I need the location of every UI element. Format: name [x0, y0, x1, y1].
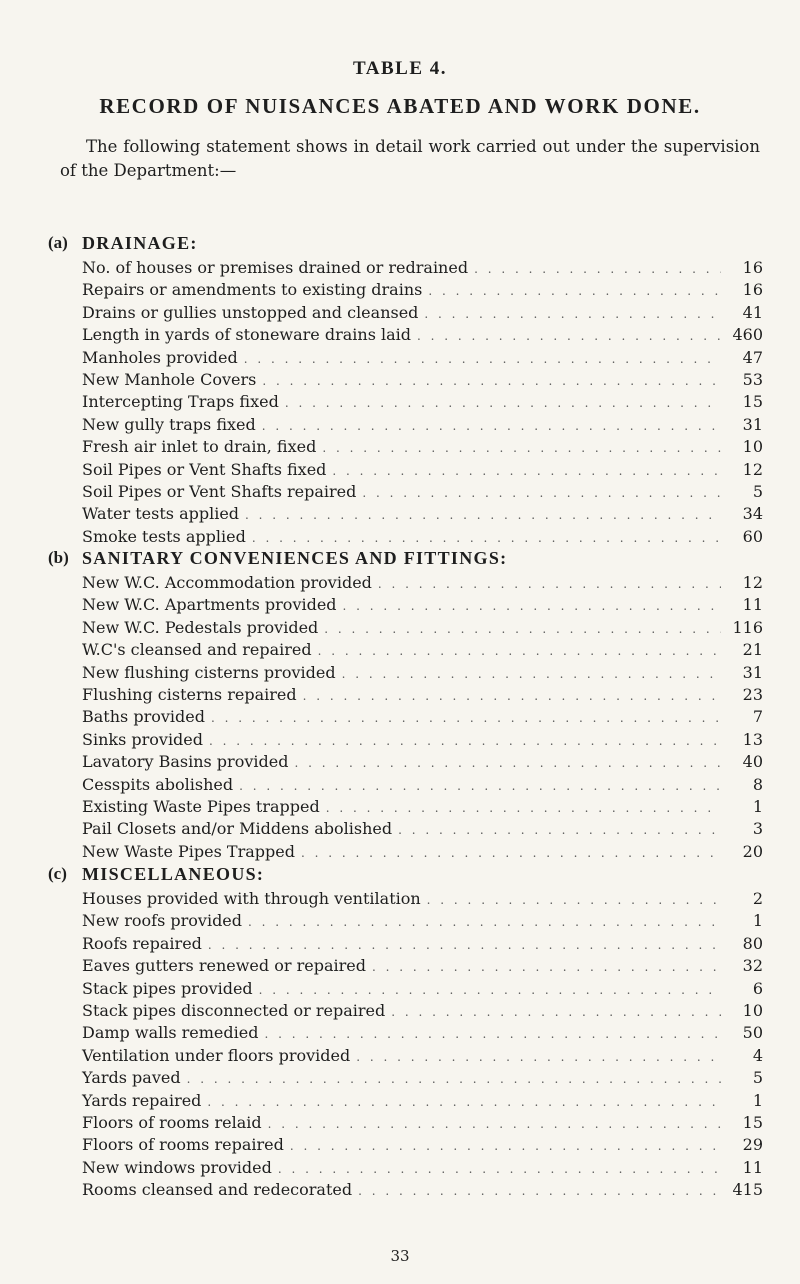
- row-label: Baths provided: [82, 707, 205, 727]
- row-label: Houses provided with through ventilation: [82, 889, 421, 908]
- row-value: 31: [742, 662, 763, 682]
- section-title: MISCELLANEOUS:: [82, 863, 265, 884]
- row-label: New Manhole Covers: [82, 369, 257, 389]
- row-label: New roofs provided: [82, 911, 243, 931]
- section-drainage: [48, 228, 763, 549]
- dot-leader: [417, 329, 721, 343]
- row-value: 29: [742, 1135, 763, 1155]
- dot-leader: [322, 441, 721, 455]
- row-label: Sinks provided: [82, 729, 204, 749]
- row-value: 13: [742, 729, 763, 749]
- table-row: [82, 797, 763, 819]
- page-number: 33: [390, 1247, 410, 1265]
- row-label: Existing Waste Pipes trapped: [82, 796, 320, 816]
- row-label: Length in yards of stoneware drains laid: [82, 325, 412, 345]
- dot-leader: [187, 1072, 721, 1086]
- row-label: Soil Pipes or Vent Shafts repaired: [82, 481, 357, 501]
- section-miscellaneous: [48, 859, 763, 1202]
- row-label: Soil Pipes or Vent Shafts fixed: [82, 459, 327, 479]
- table-row: [82, 911, 763, 933]
- row-value: 1: [752, 796, 763, 816]
- dot-leader: [332, 464, 721, 478]
- row-label: Intercepting Traps fixed: [82, 392, 279, 412]
- table-row: [82, 1158, 763, 1180]
- table-row: [82, 370, 763, 392]
- section-heading: [48, 543, 763, 573]
- table-row: [82, 1046, 763, 1068]
- row-label: New W.C. Accommodation provided: [82, 573, 372, 592]
- row-label: Stack pipes disconnected or repaired: [82, 1000, 386, 1020]
- table-row: [82, 956, 763, 978]
- dot-leader: [244, 352, 721, 366]
- table-row: [82, 1068, 763, 1090]
- table-row: [82, 460, 763, 482]
- table-row: [82, 595, 763, 617]
- row-label: Drains or gullies unstopped and cleansed: [82, 302, 419, 322]
- row-value: 7: [752, 707, 763, 727]
- table-row: [82, 504, 763, 526]
- row-value: 1: [752, 1090, 763, 1110]
- table-row: [82, 1135, 763, 1157]
- dot-leader: [262, 419, 721, 433]
- dot-leader: [208, 938, 721, 952]
- row-label: Flushing cisterns repaired: [82, 684, 297, 704]
- row-value: 11: [742, 1157, 763, 1177]
- dot-leader: [398, 823, 721, 837]
- row-label: Lavatory Basins provided: [82, 752, 289, 772]
- dot-leader: [424, 307, 721, 321]
- row-value: 41: [742, 302, 763, 322]
- table-row: [82, 437, 763, 459]
- dot-leader: [285, 396, 721, 410]
- dot-leader: [239, 779, 721, 793]
- row-label: Yards repaired: [82, 1090, 202, 1110]
- table-row: [82, 482, 763, 504]
- row-value: 80: [742, 933, 763, 953]
- row-value: 20: [742, 841, 763, 861]
- dot-leader: [248, 915, 721, 929]
- dot-leader: [358, 1184, 721, 1198]
- row-value: 6: [752, 978, 763, 998]
- table-row: [82, 1023, 763, 1045]
- table-row: [82, 1001, 763, 1023]
- intro-text: The following statement shows in detail work carried out under the supervision of the Department:—: [60, 137, 760, 180]
- table-row: [82, 707, 763, 729]
- dot-leader: [278, 1162, 721, 1176]
- row-value: 15: [742, 392, 763, 412]
- dot-leader: [303, 689, 721, 703]
- table-row: [82, 415, 763, 437]
- table-row: [82, 775, 763, 797]
- section-letter: (b): [48, 548, 69, 567]
- dot-leader: [211, 711, 721, 725]
- table-row: [82, 258, 763, 280]
- row-label: Stack pipes provided: [82, 978, 253, 998]
- row-value: 16: [742, 258, 763, 277]
- section-title: DRAINAGE:: [82, 232, 198, 253]
- section-rows: [82, 258, 763, 549]
- row-label: Manholes provided: [82, 347, 238, 367]
- dot-leader: [372, 960, 721, 974]
- dot-leader: [474, 262, 721, 276]
- row-value: 23: [742, 684, 763, 704]
- table-row: [82, 934, 763, 956]
- row-value: 5: [752, 481, 763, 501]
- dot-leader: [209, 734, 721, 748]
- row-value: 34: [742, 504, 763, 524]
- row-value: 32: [742, 956, 763, 976]
- row-value: 460: [732, 325, 763, 345]
- row-value: 10: [742, 437, 763, 457]
- section-heading: [48, 228, 763, 258]
- row-label: Rooms cleansed and redecorated: [82, 1180, 353, 1200]
- table-row: [82, 663, 763, 685]
- row-label: Eaves gutters renewed or repaired: [82, 956, 366, 976]
- row-value: 47: [742, 347, 763, 367]
- row-label: New windows provided: [82, 1157, 272, 1177]
- row-value: 16: [742, 280, 763, 300]
- section-title: SANITARY CONVENIENCES AND FITTINGS:: [82, 547, 508, 568]
- row-label: Yards paved: [82, 1068, 181, 1088]
- row-value: 50: [742, 1023, 763, 1043]
- section-rows: [82, 573, 763, 864]
- dot-leader: [326, 801, 721, 815]
- table-row: [82, 640, 763, 662]
- row-label: New Waste Pipes Trapped: [82, 841, 295, 861]
- dot-leader: [428, 284, 721, 298]
- row-value: 31: [742, 414, 763, 434]
- table-label: TABLE 4.: [352, 58, 447, 79]
- row-label: Fresh air inlet to drain, fixed: [82, 437, 317, 457]
- row-label: New W.C. Apartments provided: [82, 595, 337, 615]
- table-row: [82, 325, 763, 347]
- section-heading: [48, 859, 763, 889]
- dot-leader: [318, 644, 721, 658]
- dot-leader: [391, 1005, 721, 1019]
- row-value: 8: [752, 774, 763, 794]
- row-value: 10: [742, 1000, 763, 1020]
- dot-leader: [362, 486, 721, 500]
- dot-leader: [294, 756, 721, 770]
- table-row: [82, 1180, 763, 1202]
- row-value: 60: [742, 526, 763, 546]
- row-label: New flushing cisterns provided: [82, 662, 336, 682]
- row-label: Floors of rooms relaid: [82, 1112, 262, 1132]
- row-label: Roofs repaired: [82, 933, 202, 953]
- row-label: Smoke tests applied: [82, 526, 246, 546]
- dot-leader: [378, 577, 721, 591]
- row-value: 12: [742, 459, 763, 479]
- row-value: 415: [732, 1180, 763, 1200]
- row-label: Pail Closets and/or Middens abolished: [82, 819, 393, 839]
- row-label: Ventilation under floors provided: [82, 1045, 351, 1065]
- dot-leader: [343, 599, 721, 613]
- table-row: [82, 573, 763, 595]
- page-title: RECORD OF NUISANCES ABATED AND WORK DONE.: [99, 94, 701, 118]
- dot-leader: [264, 1027, 721, 1041]
- section-sanitary-conveniences: [48, 543, 763, 864]
- section-letter: (a): [48, 233, 68, 252]
- dot-leader: [268, 1117, 721, 1131]
- dot-leader: [356, 1050, 721, 1064]
- row-label: Cesspits abolished: [82, 774, 234, 794]
- dot-leader: [301, 846, 721, 860]
- table-row: [82, 303, 763, 325]
- dot-leader: [259, 983, 721, 997]
- table-row: [82, 348, 763, 370]
- table-row: [82, 730, 763, 752]
- row-value: 15: [742, 1112, 763, 1132]
- intro-paragraph: [60, 135, 760, 183]
- dot-leader: [324, 622, 721, 636]
- table-row: [82, 889, 763, 911]
- row-value: 3: [752, 819, 763, 839]
- row-value: 12: [742, 573, 763, 592]
- row-value: 11: [742, 595, 763, 615]
- table-row: [82, 979, 763, 1001]
- row-value: 53: [742, 369, 763, 389]
- dot-leader: [427, 893, 721, 907]
- row-label: Damp walls remedied: [82, 1023, 259, 1043]
- row-value: 1: [752, 911, 763, 931]
- row-value: 4: [752, 1045, 763, 1065]
- row-value: 116: [732, 617, 763, 637]
- table-row: [82, 685, 763, 707]
- dot-leader: [262, 374, 721, 388]
- table-row: [82, 819, 763, 841]
- table-row: [82, 752, 763, 774]
- dot-leader: [245, 508, 721, 522]
- table-row: [82, 1091, 763, 1113]
- row-value: 5: [752, 1068, 763, 1088]
- section-letter: (c): [48, 864, 67, 883]
- row-label: Floors of rooms repaired: [82, 1135, 284, 1155]
- row-value: 40: [742, 752, 763, 772]
- dot-leader: [342, 667, 721, 681]
- row-label: No. of houses or premises drained or redrained: [82, 258, 469, 277]
- table-row: [82, 280, 763, 302]
- row-value: 21: [742, 640, 763, 660]
- row-label: New W.C. Pedestals provided: [82, 617, 319, 637]
- table-row: [82, 618, 763, 640]
- section-rows: [82, 889, 763, 1202]
- row-label: Water tests applied: [82, 504, 240, 524]
- row-value: 2: [752, 889, 763, 908]
- table-row: [82, 392, 763, 414]
- dot-leader: [290, 1139, 721, 1153]
- row-label: Repairs or amendments to existing drains: [82, 280, 423, 300]
- table-row: [82, 1113, 763, 1135]
- dot-leader: [207, 1095, 721, 1109]
- row-label: W.C's cleansed and repaired: [82, 640, 312, 660]
- row-label: New gully traps fixed: [82, 414, 256, 434]
